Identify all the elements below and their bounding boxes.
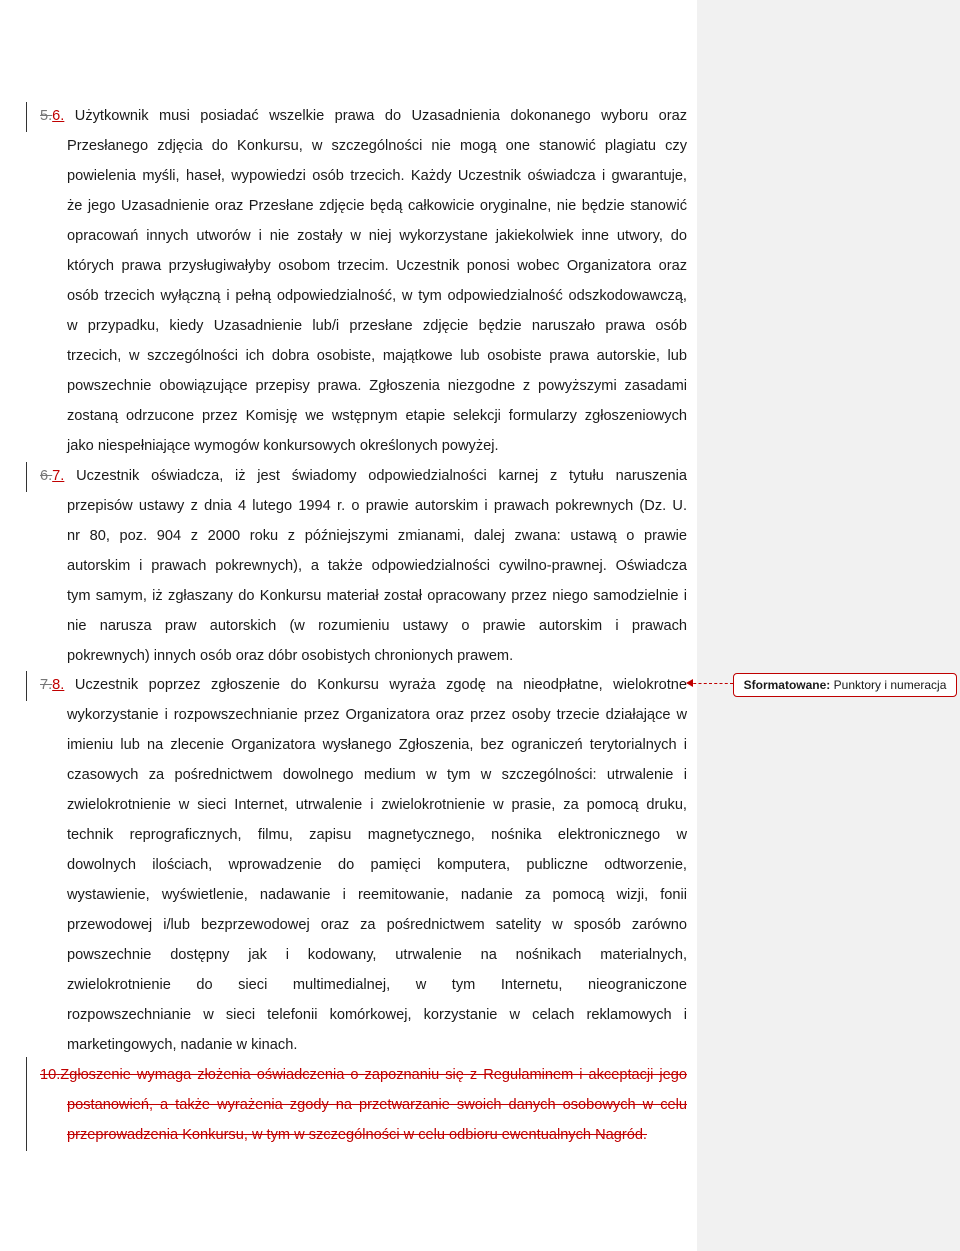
paragraph-8-line: dowolnych ilościach, wprowadzenie do pamięci komputera, publiczne odtworzenie, (67, 857, 687, 873)
paragraph-8-line: przewodowej i/lub bezprzewodowej oraz za pośrednictwem satelity w sposób zarówno (67, 917, 687, 933)
comment-text: Punktory i numeracja (833, 678, 947, 692)
deleted-paragraph-line: przeprowadzenia Konkursu, w tym w szczególności w celu odbioru ewentualnych Nagród. (67, 1127, 647, 1143)
new-list-number: 7. (52, 468, 65, 484)
paragraph-8-line: zwielokrotnienie w sieci Internet, utrwalenie i zwielokrotnienie w prasie, za pomocą druku, (67, 797, 687, 813)
paragraph-6-line: trzecich, w szczególności ich dobra osobiste, majątkowe lub osobiste prawa autorskie, lub (67, 348, 687, 364)
new-list-number: 8. (52, 677, 65, 693)
paragraph-6-line (40, 104, 687, 128)
paragraph-text: Uczestnik oświadcza, iż jest świadomy odpowiedzialności karnej z tytułu naruszenia (76, 468, 687, 484)
old-list-number: 7. (40, 677, 53, 693)
comment-label: Sformatowane: (743, 678, 831, 692)
paragraph-6-line: powszechnie obowiązujące przepisy prawa. Zgłoszenia niezgodne z powyższymi zasadami (67, 378, 687, 394)
deleted-paragraph-line: postanowień, a także wyrażenia zgody na przetwarzanie swoich danych osobowych w celu (67, 1097, 687, 1113)
old-list-number: 5. (40, 108, 53, 124)
paragraph-6-line: Przesłanego zdjęcia do Konkursu, w szczególności nie mogą one stanowić plagiatu czy (67, 138, 687, 154)
paragraph-8-line: powszechnie dostępny jak i kodowany, utrwalenie na nośnikach materialnych, (67, 947, 687, 963)
paragraph-7-line: nie narusza praw autorskich (w rozumieniu ustawy o prawie autorskim i prawach (67, 618, 687, 634)
paragraph-8-line: czasowych za pośrednictwem dowolnego medium w tym w szczególności: utrwalenie i (67, 767, 687, 783)
deleted-list-number: 10. (40, 1067, 61, 1083)
paragraph-8-line: wykorzystanie i rozpowszechnianie przez Organizatora oraz przez osoby trzecie działające w (67, 707, 687, 723)
paragraph-7-line: nr 80, poz. 904 z 2000 roku z późniejszymi zmianami, dalej zwana: ustawą o prawie (67, 528, 687, 544)
paragraph-6-line: jako niespełniające wymogów konkursowych określonych powyżej. (67, 438, 499, 454)
paragraph-8-line (40, 673, 687, 697)
paragraph-6-line: opracowań innych utworów i nie zostały w niej wykorzystane jakiekolwiek inne utwory, do (67, 228, 687, 244)
paragraph-7-line (40, 464, 687, 488)
new-list-number: 6. (52, 108, 65, 124)
change-bar (26, 462, 27, 492)
paragraph-8-line: marketingowych, nadanie w kinach. (67, 1037, 298, 1053)
change-bar (26, 671, 27, 701)
paragraph-6-line: w przypadku, kiedy Uzasadnienie lub/i przesłane zdjęcie będzie naruszało prawa osób (67, 318, 687, 334)
change-bar (26, 1057, 27, 1151)
paragraph-6-line: których prawa przysługiwałyby osobom trzecim. Uczestnik ponosi wobec Organizatora oraz (67, 258, 687, 274)
paragraph-8-line: imieniu lub na zlecenie Organizatora wysłanego Zgłoszenia, bez ograniczeń terytorialnych i (67, 737, 687, 753)
paragraph-8-line: zwielokrotnienie do sieci multimedialnej, w tym Internetu, nieograniczone (67, 977, 687, 993)
paragraph-6-line: osób trzecich wyłączną i pełną odpowiedzialność, w tym odpowiedzialność odszkodowawczą, (67, 288, 687, 304)
paragraph-8-line: rozpowszechnianie w sieci telefonii komórkowej, korzystanie w celach reklamowych i (67, 1007, 687, 1023)
paragraph-6-line: powielenia myśli, haseł, wypowiedzi osób trzecich. Każdy Uczestnik oświadcza i gwarantuje, (67, 168, 687, 184)
paragraph-7-line: pokrewnych) innych osób oraz dóbr osobistych chronionych prawem. (67, 648, 514, 664)
comment-pane (697, 0, 960, 1251)
connector-arrow-icon (686, 679, 693, 687)
comment-connector-line (688, 683, 733, 684)
paragraph-8-line: technik reprograficznych, filmu, zapisu magnetycznego, nośnika elektronicznego w (67, 827, 687, 843)
deleted-text: Zgłoszenie wymaga złożenia oświadczenia o zapoznaniu się z Regulaminem i akceptacji jego (60, 1067, 687, 1083)
paragraph-6-line: że jego Uzasadnienie oraz Przesłane zdjęcie będą całkowicie oryginalne, nie będzie stanowić (67, 198, 687, 214)
change-bar (26, 102, 27, 132)
paragraph-text: Użytkownik musi posiadać wszelkie prawa do Uzasadnienia dokonanego wyboru oraz (74, 108, 687, 124)
paragraph-7-line: przepisów ustawy z dnia 4 lutego 1994 r. o prawie autorskim i prawach pokrewnych (Dz. U. (67, 498, 687, 514)
paragraph-7-line: tym samym, iż zgłaszany do Konkursu materiał został opracowany przez niego samodzielnie i (67, 588, 687, 604)
paragraph-7-line: autorskim i prawach pokrewnych), a także odpowiedzialności cywilno-prawnej. Oświadcza (67, 558, 687, 574)
formatting-comment-balloon[interactable] (733, 673, 957, 697)
old-list-number: 6. (40, 468, 53, 484)
deleted-paragraph-line (40, 1063, 687, 1087)
paragraph-8-line: wystawienie, wyświetlenie, nadawanie i reemitowanie, nadanie za pomocą wizji, fonii (67, 887, 687, 903)
paragraph-text: Uczestnik poprzez zgłoszenie do Konkursu wyraża zgodę na nieodpłatne, wielokrotne (74, 677, 687, 693)
paragraph-6-line: zostaną odrzucone przez Komisję we wstępnym etapie selekcji formularzy zgłoszeniowych (67, 408, 687, 424)
